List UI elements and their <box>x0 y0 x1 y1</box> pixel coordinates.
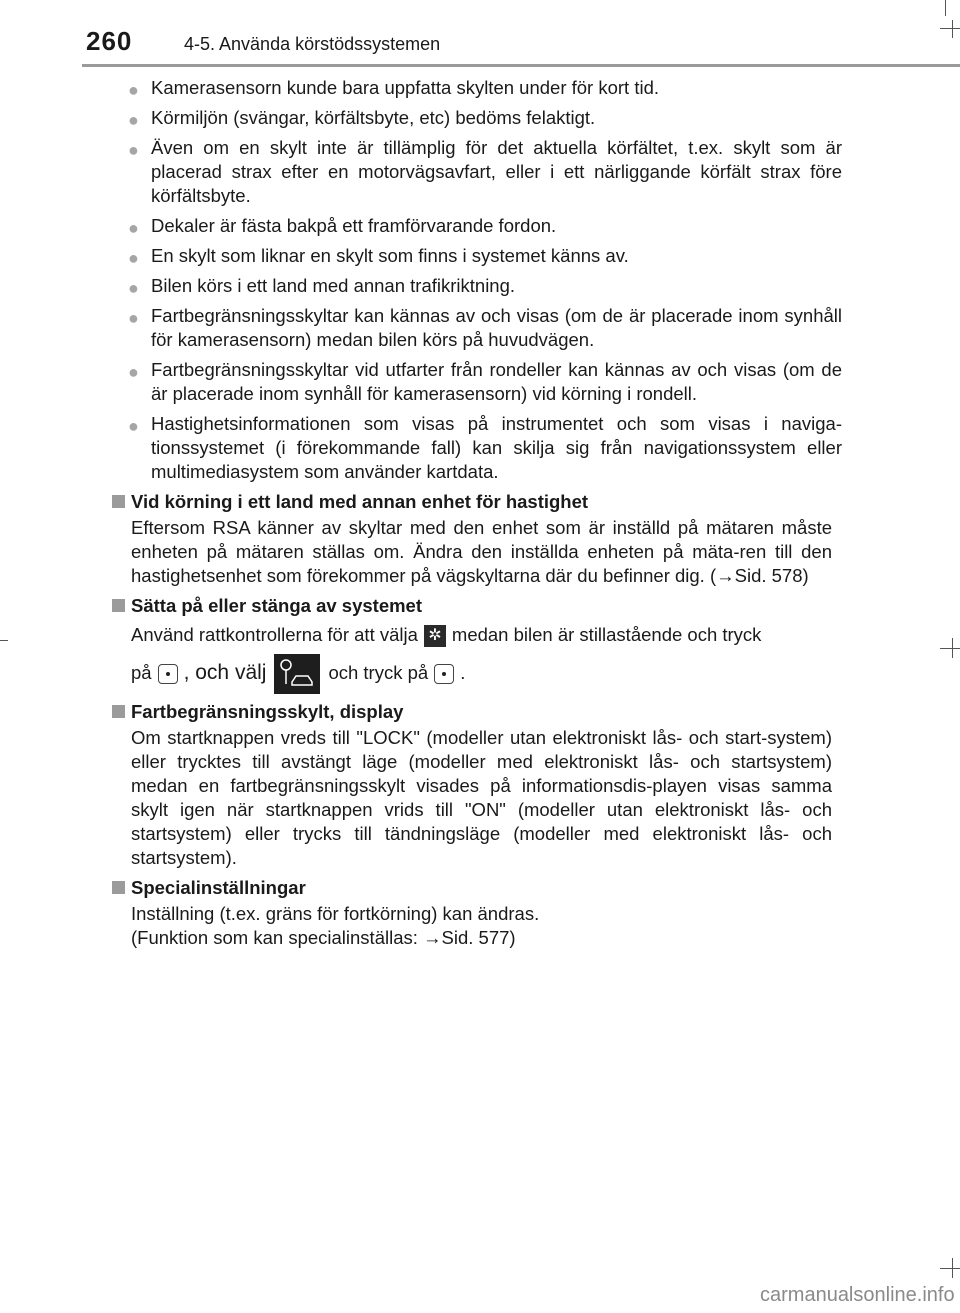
square-heading-icon <box>112 495 125 508</box>
section-body-special: Inställning (t.ex. gräns för fortkörning) kan ändras. (Funktion som kan specialinställas: →Sid. 577) <box>131 903 540 949</box>
section-heading-display: Fartbegränsningsskylt, display <box>110 700 842 724</box>
crop-mark <box>952 638 953 658</box>
circle-bullet-icon: ● <box>128 362 139 382</box>
section-heading-special: Specialinställningar <box>110 876 842 900</box>
section-body-units: Eftersom RSA känner av skyltar med den enhet som är inställd på mätaren måste enheten på mätaren ställas om. Ändra den inställda enheten på mäta-ren till den hastighetsenhet som förekommer på vägskyltarna där du befinner dig. (→Sid. 578) <box>131 517 832 586</box>
list-item: ● Även om en skylt inte är tillämplig för det aktuella körfältet, t.ex. skylt som är placerad strax efter en motorvägsavfart, eller i ett närliggande körfält strax före körfältsbyte. <box>128 137 842 206</box>
circle-bullet-icon: ● <box>128 110 139 130</box>
page-header <box>0 0 960 70</box>
list-item: ● Körmiljön (svängar, körfältsbyte, etc) bedöms felaktigt. <box>128 107 596 130</box>
enter-button-icon <box>158 664 178 684</box>
crop-mark <box>940 28 960 29</box>
footer-watermark: carmanualsonline.info <box>760 1284 955 1306</box>
circle-bullet-icon: ● <box>128 140 139 160</box>
crop-mark <box>940 648 960 649</box>
square-heading-icon <box>112 881 125 894</box>
circle-bullet-icon: ● <box>128 308 139 328</box>
crop-mark <box>952 1258 953 1278</box>
square-heading-icon <box>112 599 125 612</box>
circle-bullet-icon: ● <box>128 80 139 100</box>
crop-mark <box>940 1268 960 1269</box>
gear-icon: ✲ <box>424 625 446 647</box>
list-item: ● Dekaler är fästa bakpå ett framförvarande fordon. <box>128 215 557 238</box>
section-title: 4-5. Använda körstödssystemen <box>184 34 441 54</box>
list-item: ● Fartbegränsningsskyltar vid utfarter från rondeller kan kännas av och visas (om de är placerade inom synhåll för kamerasensorn) vid körning i rondell. <box>128 359 842 404</box>
page-number: 260 <box>86 26 133 56</box>
crop-mark <box>0 640 8 641</box>
list-item: ● En skylt som liknar en skylt som finns i systemet känns av. <box>128 245 629 268</box>
enter-button-icon <box>434 664 454 684</box>
header-rule <box>82 64 960 67</box>
circle-bullet-icon: ● <box>128 416 139 436</box>
square-heading-icon <box>112 705 125 718</box>
section-heading-units: Vid körning i ett land med annan enhet för hastighet <box>110 490 842 514</box>
crop-mark <box>945 0 946 16</box>
circle-bullet-icon: ● <box>128 278 139 298</box>
crop-mark <box>952 20 953 38</box>
page-content <box>110 76 842 956</box>
section-body-toggle: Använd rattkontrollerna för att välja ✲ medan bilen är stillastående och tryck på , och välj och tryck på . <box>110 616 842 694</box>
circle-bullet-icon: ● <box>128 218 139 238</box>
list-item: ● Fartbegränsningsskyltar kan kännas av och visas (om de är placerade inom synhåll för kamerasensorn) medan bilen körs på huvudvägen. <box>128 305 842 350</box>
list-item: ● Hastighetsinformationen som visas på instrumentet och som visas i naviga-tionssystemet (i förekommande fall) kan skilja sig från navigationssystem eller multimediasystem som använder kartdata. <box>128 413 842 482</box>
rsa-sign-icon <box>274 654 320 694</box>
section-body-display: Om startknappen vreds till "LOCK" (modeller utan elektroniskt lås- och start-system) eller trycktes till avstängt läge (modeller med elektroniskt lås- och startsystem) medan en fartbegränsningsskylt visades på informationsdis-playen visas samma skylt igen när startknappen vrids till "ON" (modeller utan elektroniskt lås- och startsystem) eller trycks till tändningsläge (modeller med elektroniskt lås- och startsystem). <box>131 727 832 869</box>
list-item: ● Bilen körs i ett land med annan trafikriktning. <box>128 275 516 298</box>
section-heading-toggle: Sätta på eller stänga av systemet <box>110 594 842 618</box>
circle-bullet-icon: ● <box>128 248 139 268</box>
list-item: ● Kamerasensorn kunde bara uppfatta skylten under för kort tid. <box>128 77 660 100</box>
